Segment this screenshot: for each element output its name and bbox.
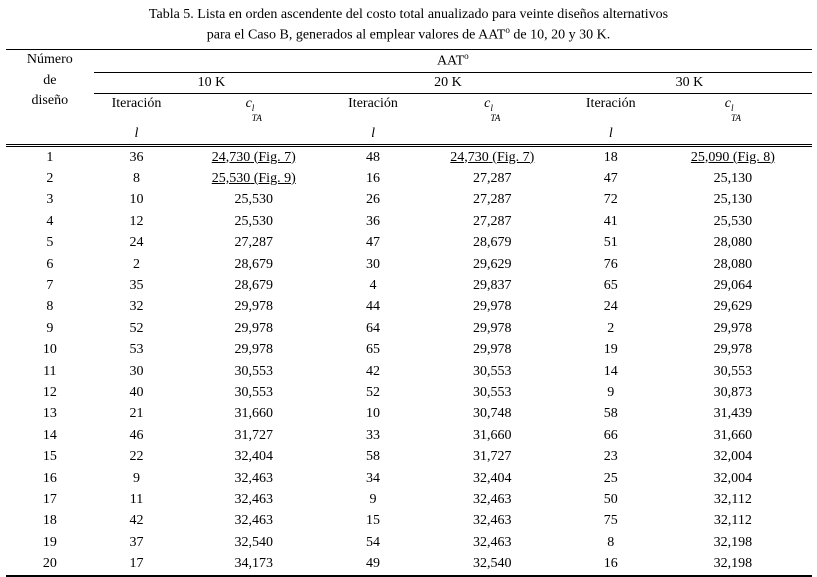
table-caption-line2	[5, 24, 812, 45]
cost-cell	[654, 425, 811, 446]
cost-value: 27,287	[473, 213, 512, 229]
table-row	[6, 189, 812, 210]
table-row	[6, 318, 812, 339]
cost-cell	[417, 446, 567, 467]
cost-cell	[417, 339, 567, 360]
cost-value: 29,978	[473, 320, 512, 336]
iteration-cell: 25	[603, 470, 618, 486]
design-number-cell: 2	[46, 170, 54, 186]
iteration-cell: 35	[129, 277, 144, 293]
iteration-cell: 14	[603, 363, 618, 379]
cost-value: 29,978	[234, 299, 273, 315]
cost-cell	[179, 382, 329, 403]
iteration-cell: 51	[603, 235, 618, 251]
cost-symbol: c	[484, 95, 491, 111]
iteration-cell: 2	[607, 320, 615, 336]
cost-subscript: TA	[251, 112, 262, 123]
design-number-cell: 15	[42, 449, 57, 465]
cost-cell	[417, 254, 567, 275]
figure-reference: (Fig. 7)	[488, 149, 535, 165]
design-number-cell: 13	[42, 406, 57, 422]
iteration-cell: 72	[603, 192, 618, 208]
iteration-cell: 9	[369, 492, 377, 508]
iteration-cell: 48	[329, 145, 418, 168]
table-row	[6, 382, 812, 403]
table-row	[6, 275, 812, 296]
cost-value: 27,287	[473, 170, 512, 186]
cost-value: 32,004	[713, 449, 753, 465]
cost-value: 30,553	[713, 363, 753, 379]
iteration-cell: 47	[603, 170, 618, 186]
cost-cell	[417, 361, 567, 382]
cost-cell	[654, 446, 811, 467]
cost-value: 30,553	[473, 385, 512, 401]
cost-cell	[417, 189, 567, 210]
iteration-cell: 33	[366, 427, 381, 443]
iteration-cell: 47	[366, 235, 381, 251]
cost-value: 29,064	[713, 277, 753, 293]
cost-cell	[179, 339, 329, 360]
iteration-cell: 37	[129, 534, 144, 550]
design-number-cell: 11	[43, 363, 57, 379]
table-row	[6, 510, 812, 531]
caption-line2-text: para el Caso B, generados al emplear valores de AAT	[206, 27, 506, 43]
iteration-cell: 52	[129, 320, 144, 336]
cost-cell	[654, 339, 811, 360]
iteration-cell: 65	[603, 277, 618, 293]
cost-cell	[654, 254, 811, 275]
cost-cell	[179, 425, 329, 446]
cost-value: 30,553	[234, 363, 273, 379]
cost-value: 28,679	[473, 235, 512, 251]
iteration-cell: 40	[129, 385, 144, 401]
cost-cell	[654, 318, 811, 339]
cost-value: 27,287	[473, 192, 512, 208]
design-number-cell: 10	[42, 342, 57, 358]
design-number-cell: 17	[42, 492, 57, 508]
iteration-cell: 41	[603, 213, 618, 229]
iteration-cell: 49	[366, 556, 381, 572]
table-row	[6, 232, 812, 253]
cost-cell	[654, 189, 811, 210]
table-row	[6, 168, 812, 189]
cost-value: 31,727	[473, 449, 512, 465]
aat-header	[94, 50, 811, 73]
cost-cell	[654, 382, 811, 403]
iteration-cell: 17	[129, 556, 144, 572]
cost-value: 32,004	[713, 470, 753, 486]
cost-value: 29,978	[473, 342, 512, 358]
cost-cell	[417, 532, 567, 553]
iteration-cell: 16	[603, 556, 618, 572]
cost-cell	[654, 403, 811, 424]
cost-cell	[417, 489, 567, 510]
iteration-cell: 9	[607, 385, 615, 401]
iteration-cell: 46	[129, 427, 144, 443]
cost-value: 29,629	[473, 256, 512, 272]
design-number-cell: 14	[42, 427, 57, 443]
cost-cell	[417, 553, 567, 575]
empty-header-cell	[654, 124, 811, 145]
cost-value: 32,463	[473, 513, 512, 529]
table-header	[6, 50, 812, 145]
design-number-cell: 3	[46, 192, 54, 208]
iteration-cell: 8	[607, 534, 615, 550]
cost-superscript: l	[490, 103, 493, 114]
cost-cell	[654, 361, 811, 382]
header-row-aat	[6, 50, 812, 73]
design-number-header	[6, 50, 95, 145]
cost-value: 32,198	[713, 556, 753, 572]
aat-header-superscript: o	[464, 51, 469, 62]
cost-value: 25,530	[234, 192, 273, 208]
design-number-cell: 7	[46, 277, 54, 293]
iteration-cell: 19	[603, 342, 618, 358]
table-caption	[5, 5, 812, 45]
cost-cell	[179, 145, 329, 168]
cost-cell	[179, 296, 329, 317]
iteration-cell: 58	[603, 406, 618, 422]
table-row	[6, 145, 812, 168]
iteration-cell: 50	[603, 492, 618, 508]
table-row	[6, 403, 812, 424]
cost-value: 25,530	[234, 213, 273, 229]
cost-value: 28,679	[234, 256, 273, 272]
cost-cell	[179, 446, 329, 467]
cost-cell	[417, 468, 567, 489]
cost-value: 29,629	[713, 299, 753, 315]
cost-cell	[654, 296, 811, 317]
iteration-symbol-30k: l	[608, 125, 613, 141]
cost-value: 32,463	[234, 513, 273, 529]
cost-cell	[654, 553, 811, 575]
cost-subscript: TA	[490, 112, 501, 123]
group-header-30k: 30 K	[567, 72, 811, 93]
empty-header-cell	[417, 124, 567, 145]
iteration-cell: 30	[129, 363, 144, 379]
cost-value: 32,463	[234, 470, 273, 486]
cost-cell	[179, 318, 329, 339]
cost-value: 24,730	[450, 149, 489, 165]
cost-cell	[179, 232, 329, 253]
cost-cell	[654, 468, 811, 489]
cost-value: 28,679	[234, 277, 273, 293]
design-number-cell: 5	[46, 235, 54, 251]
caption-line2-tail: de 10, 20 y 30 K.	[509, 27, 611, 43]
cost-value: 32,112	[713, 492, 752, 508]
cost-cell	[179, 275, 329, 296]
cost-value: 25,090	[690, 149, 730, 165]
cost-value: 31,660	[473, 427, 512, 443]
iteration-cell: 23	[603, 449, 618, 465]
cost-cell	[654, 532, 811, 553]
cost-value: 30,873	[713, 385, 753, 401]
cost-cell	[417, 425, 567, 446]
figure-reference: (Fig. 7)	[250, 149, 296, 165]
cost-value: 31,727	[234, 427, 273, 443]
cost-header-10k	[179, 93, 329, 123]
iteration-header-30k: Iteración	[585, 95, 636, 111]
cost-value: 29,978	[473, 299, 512, 315]
cost-cell	[179, 532, 329, 553]
aat-header-text: AAT	[436, 53, 465, 69]
iteration-cell: 36	[366, 213, 381, 229]
cost-cell	[179, 489, 329, 510]
cost-header-30k	[654, 93, 811, 123]
cost-cell	[179, 361, 329, 382]
iteration-cell: 32	[129, 299, 144, 315]
cost-value: 24,730	[211, 149, 251, 165]
iteration-cell: 16	[366, 170, 381, 186]
table-caption-line1: Tabla 5. Lista en orden ascendente del costo total anualizado para veinte diseños alternativos	[148, 7, 669, 22]
cost-value: 25,530	[211, 170, 251, 186]
group-header-20k: 20 K	[329, 72, 568, 93]
cost-symbol: c	[245, 95, 252, 111]
table-row	[6, 489, 812, 510]
cost-value: 25,130	[713, 192, 753, 208]
design-number-cell: 16	[42, 470, 57, 486]
design-number-cell: 9	[46, 320, 54, 336]
iteration-cell: 18	[567, 145, 654, 168]
cost-cell	[417, 232, 567, 253]
design-header-line1: Número	[26, 52, 73, 68]
table-row	[6, 254, 812, 275]
iteration-cell: 65	[366, 342, 381, 358]
iteration-cell: 2	[132, 256, 140, 272]
cost-value: 30,553	[473, 363, 512, 379]
design-header-line3: diseño	[31, 92, 69, 108]
cost-cell	[417, 382, 567, 403]
header-row-iteration-symbol	[6, 124, 812, 145]
figure-reference: (Fig. 8)	[729, 149, 775, 165]
iteration-cell: 34	[366, 470, 381, 486]
iteration-cell: 8	[132, 170, 140, 186]
cost-superscript: l	[251, 103, 255, 114]
cost-value: 31,660	[713, 427, 753, 443]
iteration-cell: 44	[366, 299, 381, 315]
iteration-cell: 53	[129, 342, 144, 358]
cost-subscript: TA	[730, 112, 742, 123]
cost-value: 32,404	[234, 449, 273, 465]
cost-cell	[654, 510, 811, 531]
iteration-cell: 54	[366, 534, 381, 550]
iteration-cell: 4	[369, 277, 377, 293]
cost-value: 32,198	[713, 534, 753, 550]
cost-cell	[417, 145, 567, 168]
design-number-cell: 20	[42, 556, 57, 572]
caption-aat-superscript: o	[505, 25, 510, 36]
iteration-cell: 21	[129, 406, 144, 422]
cost-value: 32,540	[473, 556, 512, 572]
cost-cell	[179, 211, 329, 232]
cost-value: 28,080	[713, 256, 753, 272]
iteration-cell: 10	[129, 192, 144, 208]
cost-cell	[654, 232, 811, 253]
cost-value: 29,978	[713, 320, 753, 336]
cost-value: 31,660	[234, 406, 273, 422]
cost-value: 29,978	[234, 320, 273, 336]
empty-header-cell	[179, 124, 329, 145]
header-row-groups	[6, 72, 812, 93]
iteration-cell: 58	[366, 449, 381, 465]
cost-value: 30,748	[473, 406, 512, 422]
iteration-cell: 12	[129, 213, 144, 229]
iteration-cell: 36	[94, 145, 179, 168]
cost-cell	[179, 254, 329, 275]
iteration-cell: 24	[603, 299, 618, 315]
cost-cell	[417, 211, 567, 232]
cost-value: 25,130	[713, 170, 753, 186]
cost-value: 32,463	[234, 492, 273, 508]
cost-cell	[179, 189, 329, 210]
cost-cell	[654, 145, 811, 168]
cost-cell	[417, 168, 567, 189]
table-row	[6, 532, 812, 553]
cost-value: 29,978	[234, 342, 273, 358]
cost-value: 32,463	[473, 534, 512, 550]
cost-value: 30,553	[234, 385, 273, 401]
cost-cell	[417, 403, 567, 424]
cost-value: 28,080	[713, 235, 753, 251]
cost-value: 32,404	[473, 470, 512, 486]
iteration-cell: 76	[603, 256, 618, 272]
design-header-line2: de	[43, 72, 57, 88]
cost-cell	[179, 468, 329, 489]
table-row	[6, 296, 812, 317]
cost-cell	[417, 296, 567, 317]
design-number-cell: 12	[42, 385, 57, 401]
cost-value: 27,287	[234, 235, 273, 251]
iteration-cell: 42	[129, 513, 144, 529]
iteration-cell: 22	[129, 449, 144, 465]
cost-cell	[654, 211, 811, 232]
iteration-symbol-10k: l	[134, 125, 139, 141]
table-row	[6, 553, 812, 575]
table-row	[6, 339, 812, 360]
table-body	[6, 145, 812, 576]
cost-value: 32,463	[473, 492, 512, 508]
design-number-cell: 19	[42, 534, 57, 550]
design-number-cell: 8	[46, 299, 54, 315]
iteration-cell: 24	[129, 235, 144, 251]
iteration-cell: 30	[366, 256, 381, 272]
cost-value: 34,173	[234, 556, 273, 572]
cost-cell	[654, 168, 811, 189]
cost-cell	[417, 510, 567, 531]
cost-value: 29,978	[713, 342, 753, 358]
iteration-cell: 10	[366, 406, 381, 422]
iteration-cell: 52	[366, 385, 381, 401]
iteration-symbol-20k: l	[371, 125, 375, 141]
cost-cell	[654, 275, 811, 296]
design-number-cell: 1	[6, 145, 95, 168]
iteration-header-10k: Iteración	[111, 95, 162, 111]
header-row-columns	[6, 93, 812, 123]
design-number-cell: 6	[46, 256, 54, 272]
iteration-cell: 66	[603, 427, 618, 443]
cost-cell	[654, 489, 811, 510]
cost-cell	[179, 403, 329, 424]
iteration-cell: 42	[366, 363, 381, 379]
cost-cell	[179, 510, 329, 531]
design-number-cell: 4	[46, 213, 54, 229]
cost-cell	[417, 318, 567, 339]
cost-symbol: c	[724, 95, 731, 111]
table-row	[6, 468, 812, 489]
cost-value: 31,439	[713, 406, 753, 422]
cost-cell	[179, 168, 329, 189]
iteration-cell: 9	[132, 470, 140, 486]
table-row	[6, 446, 812, 467]
cost-cell	[417, 275, 567, 296]
iteration-cell: 26	[366, 192, 381, 208]
cost-header-20k	[417, 93, 567, 123]
table-row	[6, 211, 812, 232]
figure-reference: (Fig. 9)	[250, 170, 296, 186]
cost-cell	[179, 553, 329, 575]
group-header-10k: 10 K	[94, 72, 329, 93]
cost-value: 32,540	[234, 534, 273, 550]
cost-value: 25,530	[713, 213, 753, 229]
iteration-cell: 11	[129, 492, 144, 508]
iteration-header-20k: Iteración	[348, 95, 398, 111]
iteration-cell: 15	[366, 513, 381, 529]
iteration-cell: 75	[603, 513, 618, 529]
table-row	[6, 425, 812, 446]
table-row	[6, 361, 812, 382]
iteration-cell: 64	[366, 320, 381, 336]
cost-value: 32,112	[713, 513, 752, 529]
costs-table	[6, 49, 812, 576]
design-number-cell: 18	[42, 513, 57, 529]
cost-superscript: l	[730, 103, 734, 114]
cost-value: 29,837	[473, 277, 512, 293]
